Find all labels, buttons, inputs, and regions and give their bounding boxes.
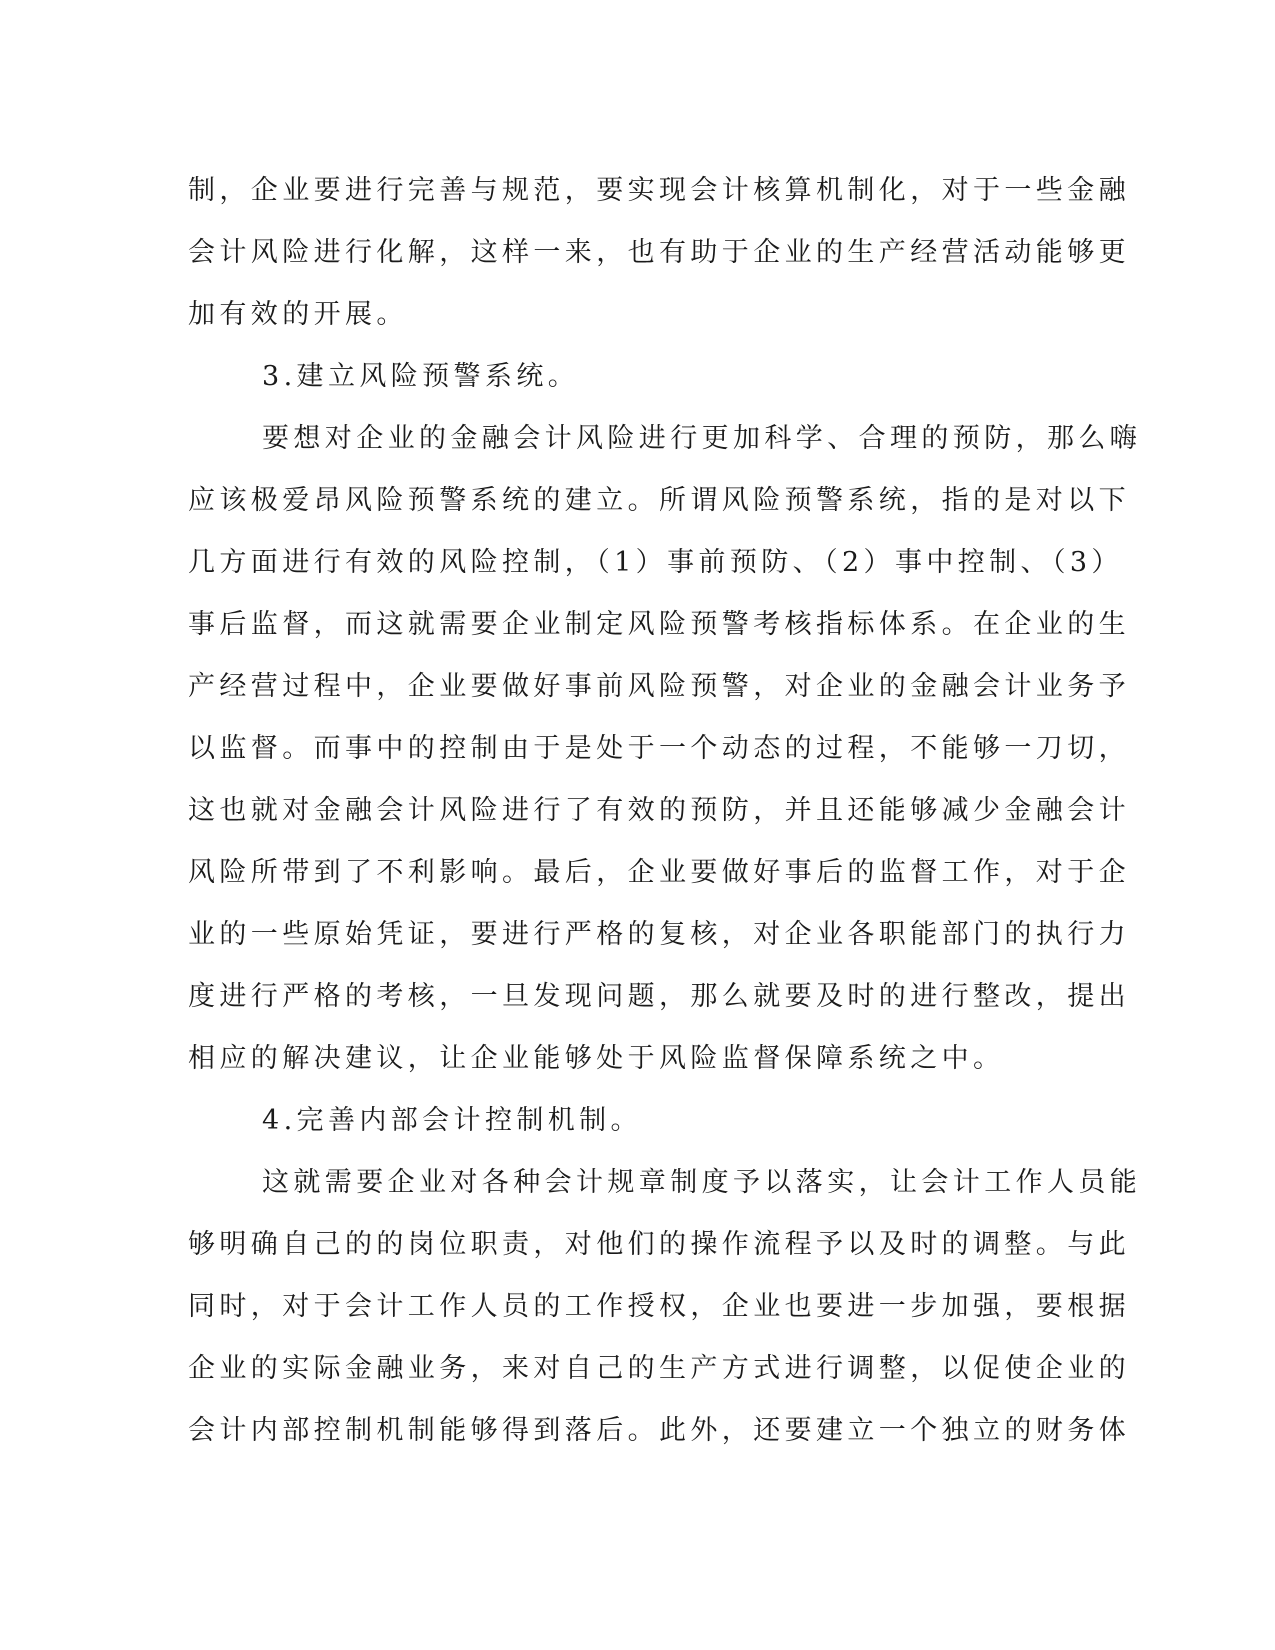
section-heading-3: 3.建立风险预警系统。 <box>262 361 580 392</box>
paragraph-continuation-line: 制，企业要进行完善与规范，要实现会计核算机制化，对于一些金融 <box>188 175 1130 206</box>
section-heading-4: 4.完善内部会计控制机制。 <box>262 1105 642 1136</box>
paragraph-line: 风险所带到了不利影响。最后，企业要做好事后的监督工作，对于企 <box>188 857 1130 888</box>
paragraph-line: 几方面进行有效的风险控制，（1）事前预防、（2）事中控制、（3） <box>188 547 1123 578</box>
paragraph-line: 应该极爱昂风险预警系统的建立。所谓风险预警系统，指的是对以下 <box>188 485 1130 516</box>
paragraph-line: 以监督。而事中的控制由于是处于一个动态的过程，不能够一刀切， <box>188 733 1130 764</box>
paragraph-line: 要想对企业的金融会计风险进行更加科学、合理的预防，那么嗨 <box>262 423 1142 454</box>
body-text <box>188 160 1142 1462</box>
paragraph-continuation-line: 会计风险进行化解，这样一来，也有助于企业的生产经营活动能够更 <box>188 237 1130 268</box>
paragraph-line: 事后监督，而这就需要企业制定风险预警考核指标体系。在企业的生 <box>188 609 1130 640</box>
paragraph-line: 业的一些原始凭证，要进行严格的复核，对企业各职能部门的执行力 <box>188 919 1130 950</box>
paragraph-line: 这就需要企业对各种会计规章制度予以落实，让会计工作人员能 <box>262 1167 1142 1198</box>
paragraph-line: 够明确自己的的岗位职责，对他们的操作流程予以及时的调整。与此 <box>188 1229 1130 1260</box>
paragraph-line: 产经营过程中，企业要做好事前风险预警，对企业的金融会计业务予 <box>188 671 1130 702</box>
paragraph-continuation-line: 加有效的开展。 <box>188 299 408 330</box>
paragraph-line: 企业的实际金融业务，来对自己的生产方式进行调整，以促使企业的 <box>188 1353 1130 1384</box>
paragraph-line: 同时，对于会计工作人员的工作授权，企业也要进一步加强，要根据 <box>188 1291 1130 1322</box>
paragraph-line: 相应的解决建议，让企业能够处于风险监督保障系统之中。 <box>188 1043 1005 1074</box>
paragraph-line: 会计内部控制机制能够得到落后。此外，还要建立一个独立的财务体 <box>188 1415 1130 1446</box>
paragraph-line: 度进行严格的考核，一旦发现问题，那么就要及时的进行整改，提出 <box>188 981 1130 1012</box>
paragraph-line: 这也就对金融会计风险进行了有效的预防，并且还能够减少金融会计 <box>188 795 1130 826</box>
